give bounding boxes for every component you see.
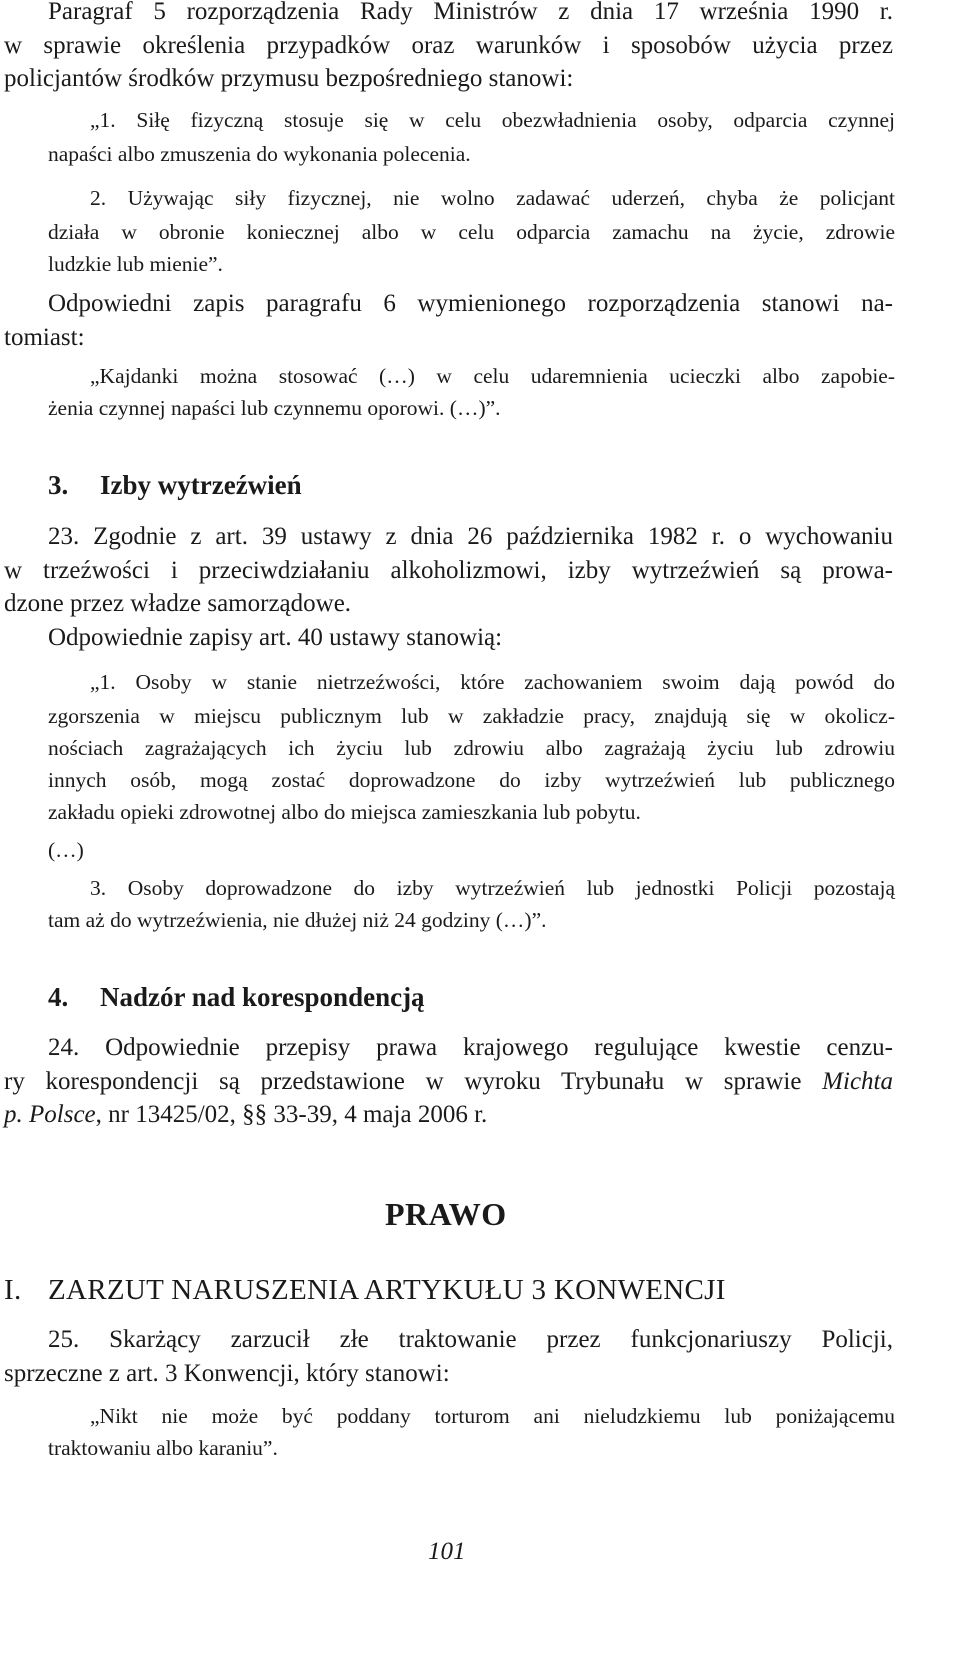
quote1-line-3: 2. Używając siły fizycznej, nie wolno zadawać uderzeń, chyba że policjant: [90, 186, 895, 210]
p23-line-3: dzone przez władze samorządowe.: [4, 590, 352, 617]
p23-line-1: 23. Zgodnie z art. 39 ustawy z dnia 26 października 1982 r. o wychowaniu: [48, 523, 893, 550]
intro-line-3: policjantów środków przymusu bezpośredniego stanowi:: [4, 65, 574, 92]
intro-line-1: Paragraf 5 rozporządzenia Rady Ministrów z dnia 17 września 1990 r.: [48, 0, 893, 25]
p24-line-3-text: , nr 13425/02, §§ 33-39, 4 maja 2006 r.: [95, 1101, 488, 1128]
section-4-heading: Nadzór nad korespondencją: [100, 982, 425, 1012]
section-4-number: 4.: [48, 982, 69, 1012]
quote3-line-8: tam aż do wytrzeźwienia, nie dłużej niż 24 godziny (…)”.: [48, 908, 547, 932]
p24-line-3: [4, 1101, 487, 1129]
quote3-line-1: „1. Osoby w stanie nietrzeźwości, które zachowaniem swoim dają powód do: [90, 670, 895, 694]
p23-line-4: Odpowiednie zapisy art. 40 ustawy stanowią:: [48, 624, 503, 651]
para6-line-1: Odpowiedni zapis paragrafu 6 wymienionego rozporządzenia stanowi na-: [48, 290, 893, 317]
quote3-line-2: zgorszenia w miejscu publicznym lub w zakładzie pracy, znajdują się w okolicz-: [48, 704, 895, 728]
intro-line-2: w sprawie określenia przypadków oraz warunków i sposobów użycia przez: [4, 32, 893, 59]
quote4-line-2: traktowaniu albo karaniu”.: [48, 1436, 278, 1460]
prawo-heading: PRAWO: [385, 1196, 507, 1232]
p24-line-2: [4, 1068, 893, 1096]
p23-line-2: w trzeźwości i przeciwdziałaniu alkoholizmowi, izby wytrzeźwień są prowa-: [4, 557, 893, 584]
case-name-polsce: p. Polsce: [4, 1101, 96, 1128]
para6-line-2: tomiast:: [4, 324, 85, 351]
quote3-line-5: zakładu opieki zdrowotnej albo do miejsca zamieszkania lub pobytu.: [48, 800, 641, 824]
quote3-line-7: 3. Osoby doprowadzone do izby wytrzeźwień lub jednostki Policji pozostają: [90, 876, 895, 900]
quote1-line-4: działa w obronie koniecznej albo w celu odparcia zamachu na życie, zdrowie: [48, 220, 895, 244]
section-3-heading: Izby wytrzeźwień: [100, 470, 302, 500]
zarzut-heading: ZARZUT NARUSZENIA ARTYKUŁU 3 KONWENCJI: [48, 1274, 726, 1306]
quote1-line-1: „1. Siłę fizyczną stosuje się w celu obezwładnienia osoby, odparcia czynnej: [90, 108, 895, 132]
quote1-line-2: napaści albo zmuszenia do wykonania polecenia.: [48, 142, 471, 166]
quote2-line-1: „Kajdanki można stosować (…) w celu udaremnienia ucieczki albo zapobie-: [90, 364, 895, 388]
quote3-line-3: nościach zagrażających ich życiu lub zdrowiu albo zagrażają życiu lub zdrowiu: [48, 736, 895, 760]
quote3-line-4: innych osób, mogą zostać doprowadzone do izby wytrzeźwień lub publicznego: [48, 768, 895, 792]
quote4-line-1: „Nikt nie może być poddany torturom ani nieludzkiemu lub poniżającemu: [90, 1404, 895, 1428]
quote2-line-2: żenia czynnej napaści lub czynnemu oporowi. (…)”.: [48, 396, 501, 420]
quote3-ellipsis: (…): [48, 838, 84, 862]
case-name-michta: Michta: [822, 1068, 893, 1095]
page-number: 101: [428, 1538, 466, 1565]
section-3-number: 3.: [48, 470, 69, 500]
zarzut-number: I.: [4, 1274, 22, 1306]
p24-line-1: 24. Odpowiednie przepisy prawa krajowego regulujące kwestie cenzu-: [48, 1034, 893, 1061]
quote1-line-5: ludzkie lub mienie”.: [48, 252, 223, 276]
p25-line-1: 25. Skarżący zarzucił złe traktowanie przez funkcjonariuszy Policji,: [48, 1326, 893, 1353]
p25-line-2: sprzeczne z art. 3 Konwencji, który stanowi:: [4, 1360, 450, 1387]
p24-line-2-text: ry korespondencji są przedstawione w wyroku Trybunału w sprawie: [4, 1068, 823, 1095]
